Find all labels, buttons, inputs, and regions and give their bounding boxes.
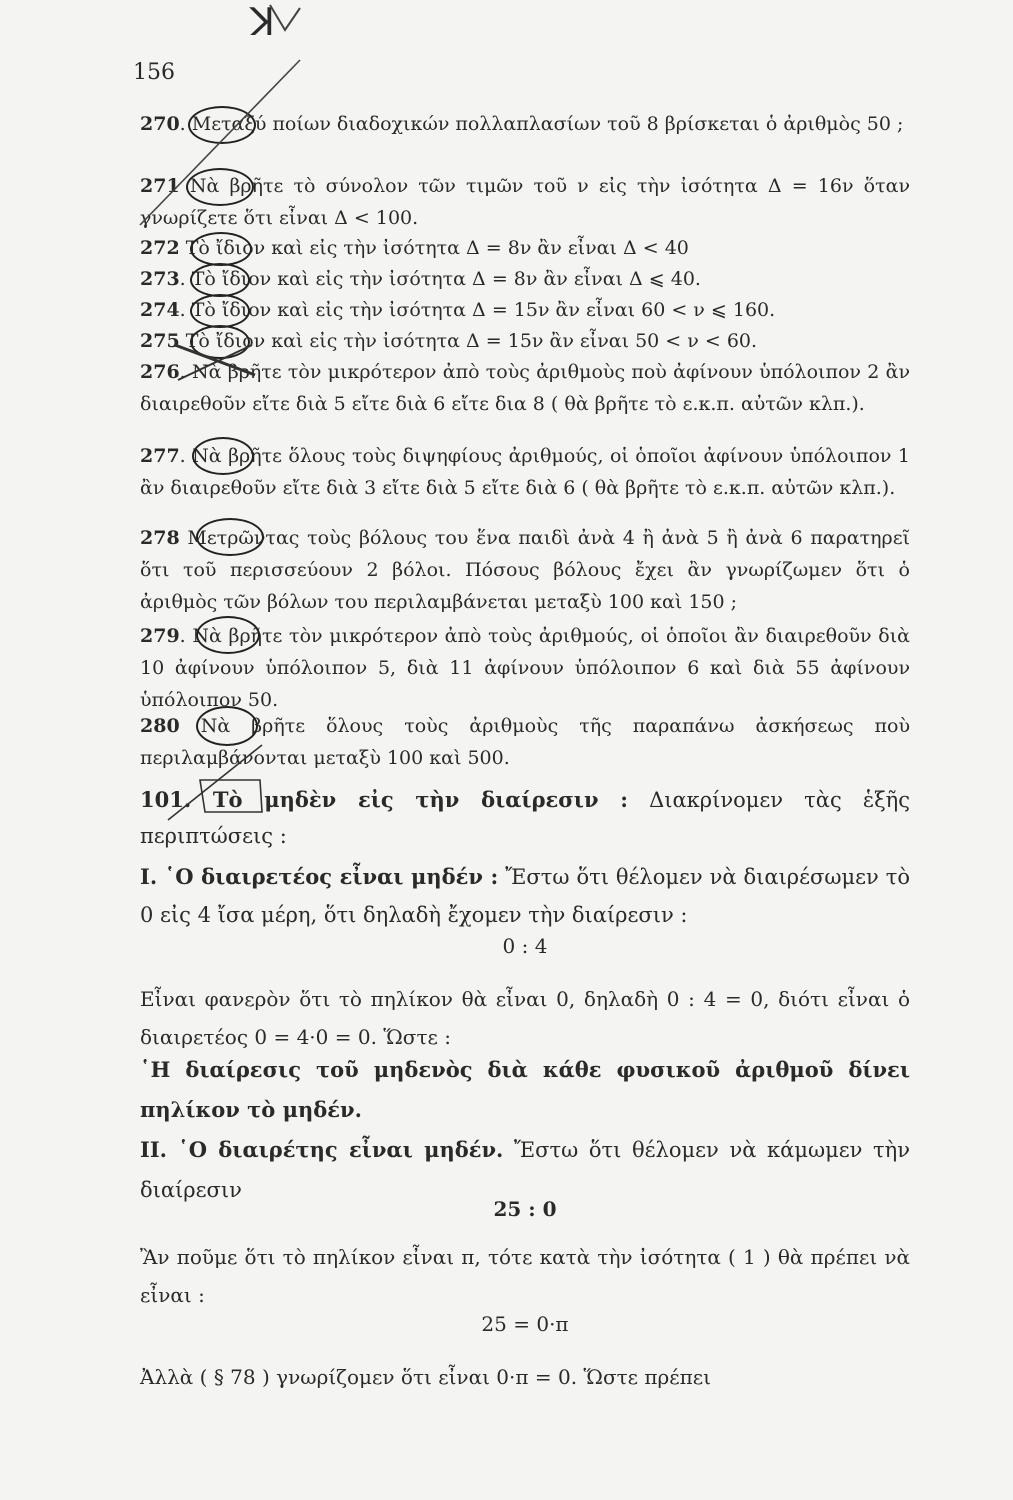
pen-stroke — [168, 745, 262, 820]
case-1-rule: ῾Η διαίρεσις τοῦ μηδενὸς διὰ κάθε φυσικοῦ ἀριθμοῦ δίνει πηλίκον τὸ μηδέν. — [140, 1057, 910, 1122]
case-1-heading: I. ῾Ο διαιρετέος εἶναι μηδέν : — [140, 864, 499, 889]
section-intro: Διακρίνομεν τὰς ἑξῆς περιπτώσεις : — [140, 788, 910, 848]
pen-stroke — [200, 780, 262, 812]
case-2-heading: II. ῾Ο διαιρέτης εἶναι μηδέν. — [140, 1137, 504, 1162]
section-number: 101 — [140, 787, 184, 812]
formula-25-div-0: 25 : 0 — [493, 1197, 557, 1221]
exercise-number: 279 — [140, 625, 180, 647]
exercise-number: 278 — [140, 527, 180, 549]
section-title: . Τὸ μηδὲν εἰς τὴν διαίρεσιν : — [183, 787, 628, 812]
pen-stroke — [140, 60, 300, 225]
exercise-number: 280 — [140, 715, 180, 737]
exercise-number: 274 — [140, 299, 180, 321]
exercise-number: 277 — [140, 445, 180, 467]
handwritten-scribble: ꓘ — [250, 0, 275, 44]
exercise-text: . Τὸ ἴδιον καὶ εἰς τὴν ἰσότητα Δ = 8ν ἂν εἶναι Δ ⩽ 40. — [179, 268, 701, 290]
exercise-number: 272 — [140, 237, 180, 259]
exercise-text: . Νὰ βρῆτε ὅλους τοὺς διψηφίους ἀριθμούς, οἱ ὁποῖοι ἀφίνουν ὑπόλοιπον 1 ἂν διαιρεθοῦν εἴτε διὰ 3 εἴτε διὰ 5 εἴτε διὰ 6 ( θὰ βρῆτε τὸ ε.κ.π. αὐτῶν κλπ.). — [140, 445, 910, 499]
exercise-number: 273 — [140, 268, 180, 290]
pen-stroke — [270, 5, 300, 30]
exercise-number: 270 — [140, 113, 180, 135]
exercise-text: Νὰ βρῆτε ὅλους τοὺς ἀριθμοὺς τῆς παραπάνω ἀσκήσεως ποὺ περιλαμβάνονται μεταξὺ 100 καὶ 500. — [140, 715, 910, 769]
exercise-text: Νὰ βρῆτε τὸ σύνολον τῶν τιμῶν τοῦ ν εἰς τὴν ἰσότητα Δ = 16ν ὅταν γνωρίζετε ὅτι εἶναι Δ < 100. — [140, 175, 910, 229]
case-2-explanation: Ἂν ποῦμε ὅτι τὸ πηλίκον εἶναι π, τότε κατὰ τὴν ἰσότητα ( 1 ) θὰ πρέπει νὰ εἶναι : — [140, 1245, 910, 1307]
exercise-text: Μετρῶντας τοὺς βόλους του ἕνα παιδὶ ἀνὰ 4 ἢ ἀνὰ 5 ἢ ἀνὰ 6 παρατηρεῖ ὅτι τοῦ περισσεύουν 2 βόλοι. Πόσους βόλους ἔχει ἂν γνωρίζωμεν ὅτι ὁ ἀριθμὸς τῶν βόλων του περιλαμβάνεται μεταξὺ 100 καὶ 150 ; — [140, 527, 910, 613]
formula-25-eq-0pi: 25 = 0·π — [481, 1312, 569, 1336]
exercise-text: . Νὰ βρῆτε τὸν μικρότερον ἀπὸ τοὺς ἀριθμούς, οἱ ὁποῖοι ἂν διαιρεθοῦν διὰ 10 ἀφίνουν ὑπόλοιπον 5, διὰ 11 ἀφίνουν ὑπόλοιπον 6 καὶ διὰ 55 ἀφίνουν ὑπόλοιπον 50. — [140, 625, 910, 711]
exercise-text: . Τὸ ἴδιον καὶ εἰς τὴν ἰσότητα Δ = 15ν ἂν εἶναι 60 < ν ⩽ 160. — [179, 299, 776, 321]
exercise-number: 271 — [140, 175, 180, 197]
exercise-text: . Μεταξύ ποίων διαδοχικών πολλαπλασίων τοῦ 8 βρίσκεται ὁ ἀριθμὸς 50 ; — [179, 113, 904, 135]
page-number: 156 — [133, 60, 175, 85]
exercise-number: 276 — [140, 361, 180, 383]
case-1-text: Ἔστω ὅτι θέλομεν νὰ διαιρέσωμεν τὸ 0 εἰς 4 ἴσα μέρη, ὅτι δηλαδὴ ἔχομεν τὴν διαίρεσιν : — [140, 865, 910, 927]
exercise-text: Τὸ ἴδιον καὶ εἰς τὴν ἰσότητα Δ = 8ν ἂν εἶναι Δ < 40 — [179, 237, 689, 259]
exercise-number: 275 — [140, 330, 180, 352]
case-2-text: Ἔστω ὅτι θέλομεν νὰ κάμωμεν τὴν διαίρεσιν — [140, 1138, 911, 1202]
case-2-continuation: Ἀλλὰ ( § 78 ) γνωρίζομεν ὅτι εἶναι 0·π = 0. Ὥστε πρέπει — [140, 1365, 711, 1389]
exercise-text: . Νὰ βρῆτε τὸν μικρότερον ἀπὸ τοὺς ἀριθμοὺς ποὺ ἀφίνουν ὑπόλοιπον 2 ἂν διαιρεθοῦν εἴτε διὰ 5 εἴτε διὰ 6 εἴτε δια 8 ( θὰ βρῆτε τὸ ε.κ.π. αὐτῶν κλπ.). — [140, 361, 910, 415]
formula-0-div-4: 0 : 4 — [502, 934, 548, 958]
case-1-explanation: Εἶναι φανερὸν ὅτι τὸ πηλίκον θὰ εἶναι 0, δηλαδὴ 0 : 4 = 0, διότι εἶναι ὁ διαιρετέος 0 = 4·0 = 0. Ὥστε : — [140, 987, 910, 1049]
exercise-text: Τὸ ἴδιον καὶ εἰς τὴν ἰσότητα Δ = 15ν ἂν εἶναι 50 < ν < 60. — [179, 330, 758, 352]
